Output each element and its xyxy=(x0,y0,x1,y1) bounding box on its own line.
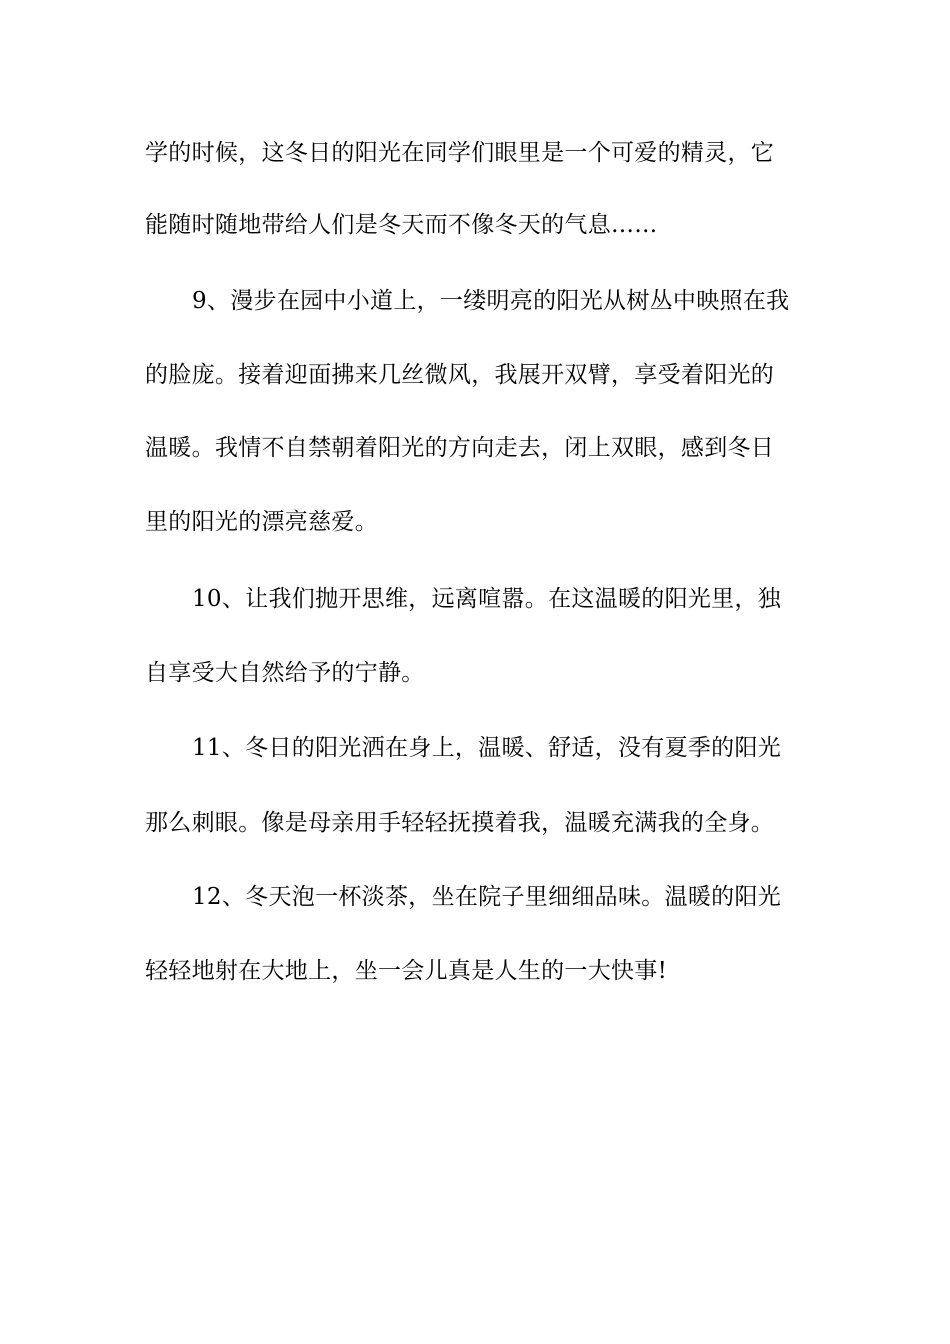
paragraph-9-line-3: 温暖。我情不自禁朝着阳光的方向走去，闭上双眼，感到冬日 xyxy=(145,435,775,461)
text-line: 学的时候，这冬日的阳光在同学们眼里是一个可爱的精灵，它 xyxy=(145,140,775,166)
paragraph-9-line-2: 的脸庞。接着迎面拂来几丝微风，我展开双臂，享受着阳光的 xyxy=(145,362,775,388)
paragraph-12-line-2: 轻轻地射在大地上，坐一会儿真是人生的一大快事! xyxy=(145,958,668,984)
paragraph-10-line-2: 自享受大自然给予的宁静。 xyxy=(145,660,425,686)
paragraph-9-line-4: 里的阳光的漂亮慈爱。 xyxy=(145,509,378,535)
paragraph-11-line-1: 11、冬日的阳光洒在身上，温暖、舒适，没有夏季的阳光 xyxy=(192,735,782,761)
paragraph-12-line-1: 12、冬天泡一杯淡茶，坐在院子里细细品味。温暖的阳光 xyxy=(192,884,782,910)
text-line: 能随时随地带给人们是冬天而不像冬天的气息…… xyxy=(145,212,658,238)
paragraph-9-line-1: 9、漫步在园中小道上，一缕明亮的阳光从树丛中映照在我 xyxy=(192,288,790,314)
paragraph-11-line-2: 那么刺眼。像是母亲用手轻轻抚摸着我，温暖充满我的全身。 xyxy=(145,810,775,836)
paragraph-10-line-1: 10、让我们抛开思维，远离喧嚣。在这温暖的阳光里，独 xyxy=(192,586,782,612)
